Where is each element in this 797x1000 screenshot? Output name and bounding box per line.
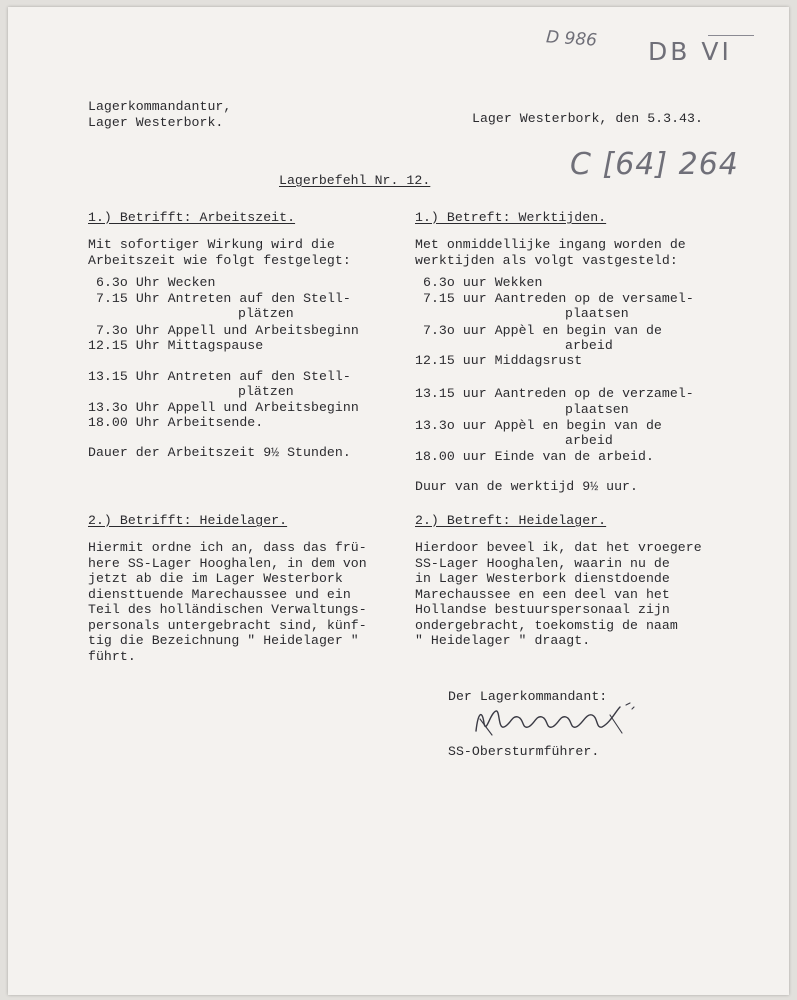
schedule-time: 6.3o uur bbox=[423, 275, 487, 290]
german-duration: Dauer der Arbeitszeit 9½ Stunden. bbox=[88, 445, 351, 460]
german-section2-line: diensttuende Marechaussee und ein bbox=[88, 587, 351, 602]
dutch-section2-line: SS-Lager Hooghalen, waarin nu de bbox=[415, 556, 670, 571]
schedule-time: 7.3o uur bbox=[423, 323, 487, 338]
dutch-section2-line: Hollandse bestuurspersonaal zijn bbox=[415, 602, 670, 617]
german-section2-line: jetzt ab die im Lager Westerbork bbox=[88, 571, 343, 586]
dutch-section2-line: " Heidelager " draagt. bbox=[415, 633, 591, 648]
place-date: Lager Westerbork, den 5.3.43. bbox=[472, 111, 703, 126]
dutch-schedule-item bbox=[423, 275, 542, 290]
schedule-text: Aantreden op de versamel- bbox=[494, 291, 694, 306]
german-schedule-item bbox=[96, 291, 351, 306]
schedule-time: 7.15 uur bbox=[423, 291, 487, 306]
dutch-schedule-item bbox=[415, 418, 662, 433]
schedule-text: Middagsrust bbox=[494, 353, 583, 368]
dutch-section2-heading: 2.) Betreft: Heidelager. bbox=[415, 513, 607, 528]
german-schedule-item bbox=[88, 415, 263, 430]
german-schedule-item bbox=[96, 275, 215, 290]
schedule-time: 13.3o uur bbox=[415, 418, 487, 433]
sender-line-2: Lager Westerbork. bbox=[88, 115, 224, 130]
schedule-text: Appèl en begin van de bbox=[494, 323, 662, 338]
german-schedule-item bbox=[96, 323, 359, 338]
german-section2-line: Hiermit ordne ich an, dass das frü- bbox=[88, 540, 367, 555]
schedule-text: Antreten auf den Stell- bbox=[167, 369, 351, 384]
archive-mark-d: D 986 bbox=[545, 27, 598, 51]
document-title: Lagerbefehl Nr. 12. bbox=[279, 173, 431, 188]
dutch-intro-line-1: Met onmiddellijke ingang worden de bbox=[415, 237, 686, 252]
german-section2-line: Teil des holländischen Verwaltungs- bbox=[88, 602, 367, 617]
archive-mark-underline bbox=[708, 35, 754, 36]
schedule-time: 6.3o Uhr bbox=[96, 275, 160, 290]
german-schedule-item-cont: plätzen bbox=[238, 306, 294, 321]
schedule-text: Appèl en begin van de bbox=[494, 418, 662, 433]
german-schedule-item bbox=[88, 338, 263, 353]
signature-rank: SS-Obersturmführer. bbox=[448, 744, 600, 759]
dutch-section2-line: ondergebracht, toekomstig de naam bbox=[415, 618, 678, 633]
archive-mark-db: DB VI bbox=[648, 37, 732, 66]
dutch-section1-heading: 1.) Betreft: Werktijden. bbox=[415, 210, 607, 225]
schedule-time: 18.00 uur bbox=[415, 449, 487, 464]
schedule-text: Arbeitsende. bbox=[167, 415, 264, 430]
german-section2-line: tig die Bezeichnung " Heidelager " bbox=[88, 633, 359, 648]
schedule-time: 13.15 Uhr bbox=[88, 369, 160, 384]
dutch-schedule-item bbox=[415, 353, 582, 368]
schedule-text: Wekken bbox=[494, 275, 543, 290]
schedule-text: Einde van de arbeid. bbox=[494, 449, 654, 464]
signature-scribble bbox=[470, 701, 640, 741]
schedule-text: Appell und Arbeitsbeginn bbox=[167, 323, 359, 338]
sender-line-1: Lagerkommandantur, bbox=[88, 99, 232, 114]
german-section2-heading: 2.) Betrifft: Heidelager. bbox=[88, 513, 288, 528]
german-intro-line-1: Mit sofortiger Wirkung wird die bbox=[88, 237, 335, 252]
signature-role: Der Lagerkommandant: bbox=[448, 689, 608, 704]
dutch-schedule-item bbox=[423, 291, 694, 306]
dutch-schedule-item-cont: plaatsen bbox=[565, 306, 629, 321]
schedule-time: 18.00 Uhr bbox=[88, 415, 160, 430]
dutch-duration: Duur van de werktijd 9½ uur. bbox=[415, 479, 638, 494]
german-schedule-item-cont: plätzen bbox=[238, 384, 294, 399]
dutch-schedule-item-cont: arbeid bbox=[565, 338, 613, 353]
schedule-text: Wecken bbox=[167, 275, 216, 290]
dutch-schedule-item bbox=[423, 323, 662, 338]
german-intro-line-2: Arbeitszeit wie folgt festgelegt: bbox=[88, 253, 351, 268]
schedule-text: Mittagspause bbox=[167, 338, 264, 353]
dutch-section2-line: Hierdoor beveel ik, dat het vroegere bbox=[415, 540, 702, 555]
schedule-text: Aantreden op de verzamel- bbox=[494, 386, 694, 401]
schedule-time: 7.15 Uhr bbox=[96, 291, 160, 306]
schedule-time: 13.3o Uhr bbox=[88, 400, 160, 415]
dutch-schedule-item-cont: arbeid bbox=[565, 433, 613, 448]
german-section2-line: here SS-Lager Hooghalen, in dem von bbox=[88, 556, 367, 571]
schedule-time: 13.15 uur bbox=[415, 386, 487, 401]
dutch-schedule-item bbox=[415, 449, 654, 464]
dutch-section2-line: Marechaussee en een deel van het bbox=[415, 587, 670, 602]
archive-mark-c: C [64] 264 bbox=[570, 147, 739, 182]
dutch-schedule-item-cont: plaatsen bbox=[565, 402, 629, 417]
german-section1-heading: 1.) Betrifft: Arbeitszeit. bbox=[88, 210, 296, 225]
schedule-text: Antreten auf den Stell- bbox=[167, 291, 351, 306]
dutch-section2-line: in Lager Westerbork dienstdoende bbox=[415, 571, 670, 586]
schedule-text: Appell und Arbeitsbeginn bbox=[167, 400, 359, 415]
german-section2-line: führt. bbox=[88, 649, 136, 664]
dutch-intro-line-2: werktijden als volgt vastgesteld: bbox=[415, 253, 678, 268]
german-schedule-item bbox=[88, 369, 351, 384]
schedule-time: 7.3o Uhr bbox=[96, 323, 160, 338]
schedule-time: 12.15 uur bbox=[415, 353, 487, 368]
schedule-time: 12.15 Uhr bbox=[88, 338, 160, 353]
document-page bbox=[8, 7, 789, 995]
german-schedule-item bbox=[88, 400, 359, 415]
dutch-schedule-item bbox=[415, 386, 694, 401]
german-section2-line: personals untergebracht sind, künf- bbox=[88, 618, 367, 633]
